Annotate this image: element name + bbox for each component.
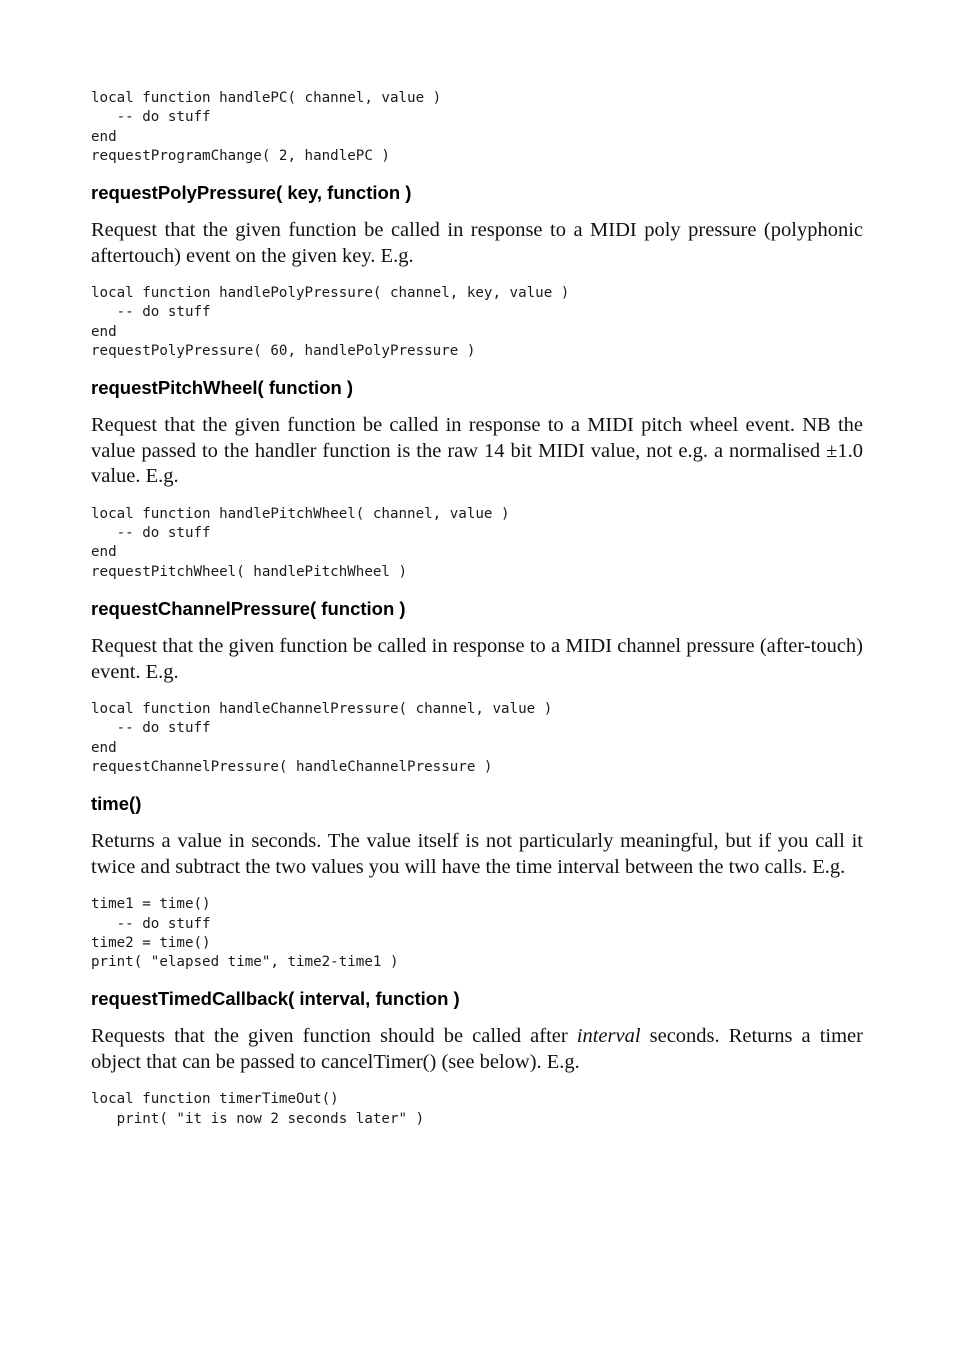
paragraph-request-channel-pressure: Request that the given function be called in response to a MIDI channel pressure (after-touch) event. E.g. <box>91 635 863 683</box>
paragraph-request-poly-pressure: Request that the given function be called in response to a MIDI poly pressure (polyphonic aftertouch) event on the given key. E.g. <box>91 219 863 267</box>
paragraph-text-start: Requests that the given function should be called after <box>91 1025 577 1048</box>
code-block-pitch-wheel: local function handlePitchWheel( channel, value ) -- do stuff end requestPitchWheel( handlePitchWheel ) <box>91 505 510 580</box>
code-block-handle-pc: local function handlePC( channel, value ) -- do stuff end requestProgramChange( 2, handlePC ) <box>91 90 442 164</box>
heading-request-pitch-wheel: requestPitchWheel( function ) <box>91 377 354 399</box>
paragraph-request-timed-callback <box>91 1024 863 1075</box>
paragraph-text-end: seconds. Returns a timer object that can be passed to cancelTimer() (see below). E.g. <box>91 1025 863 1073</box>
paragraph-request-pitch-wheel: Request that the given function be called in response to a MIDI pitch wheel event. NB the value passed to the handler function is the raw 14 bit MIDI value, not e.g. a normalised ±1.0 value. E.g. <box>91 414 863 488</box>
heading-time: time() <box>91 793 142 815</box>
code-block-time: time1 = time() -- do stuff time2 = time() print( "elapsed time", time2-time1 ) <box>91 896 399 971</box>
heading-request-poly-pressure: requestPolyPressure( key, function ) <box>91 182 412 204</box>
paragraph-italic-interval: interval <box>576 1025 641 1048</box>
heading-request-channel-pressure: requestChannelPressure( function ) <box>91 598 406 620</box>
paragraph-time: Returns a value in seconds. The value itself is not particularly meaningful, but if you call it twice and subtract the two values you will have the time interval between the two calls. E.g. <box>91 830 863 878</box>
code-block-poly-pressure: local function handlePolyPressure( channel, key, value ) -- do stuff end requestPolyPressure( 60, handlePolyPressure ) <box>91 285 570 360</box>
code-block-channel-pressure: local function handleChannelPressure( channel, value ) -- do stuff end requestChannelPressure( handleChannelPressure ) <box>91 701 553 775</box>
heading-request-timed-callback: requestTimedCallback( interval, function ) <box>91 988 460 1010</box>
code-block-timed-callback: local function timerTimeOut() print( "it is now 2 seconds later" ) <box>91 1091 425 1127</box>
document-page <box>91 89 863 1129</box>
